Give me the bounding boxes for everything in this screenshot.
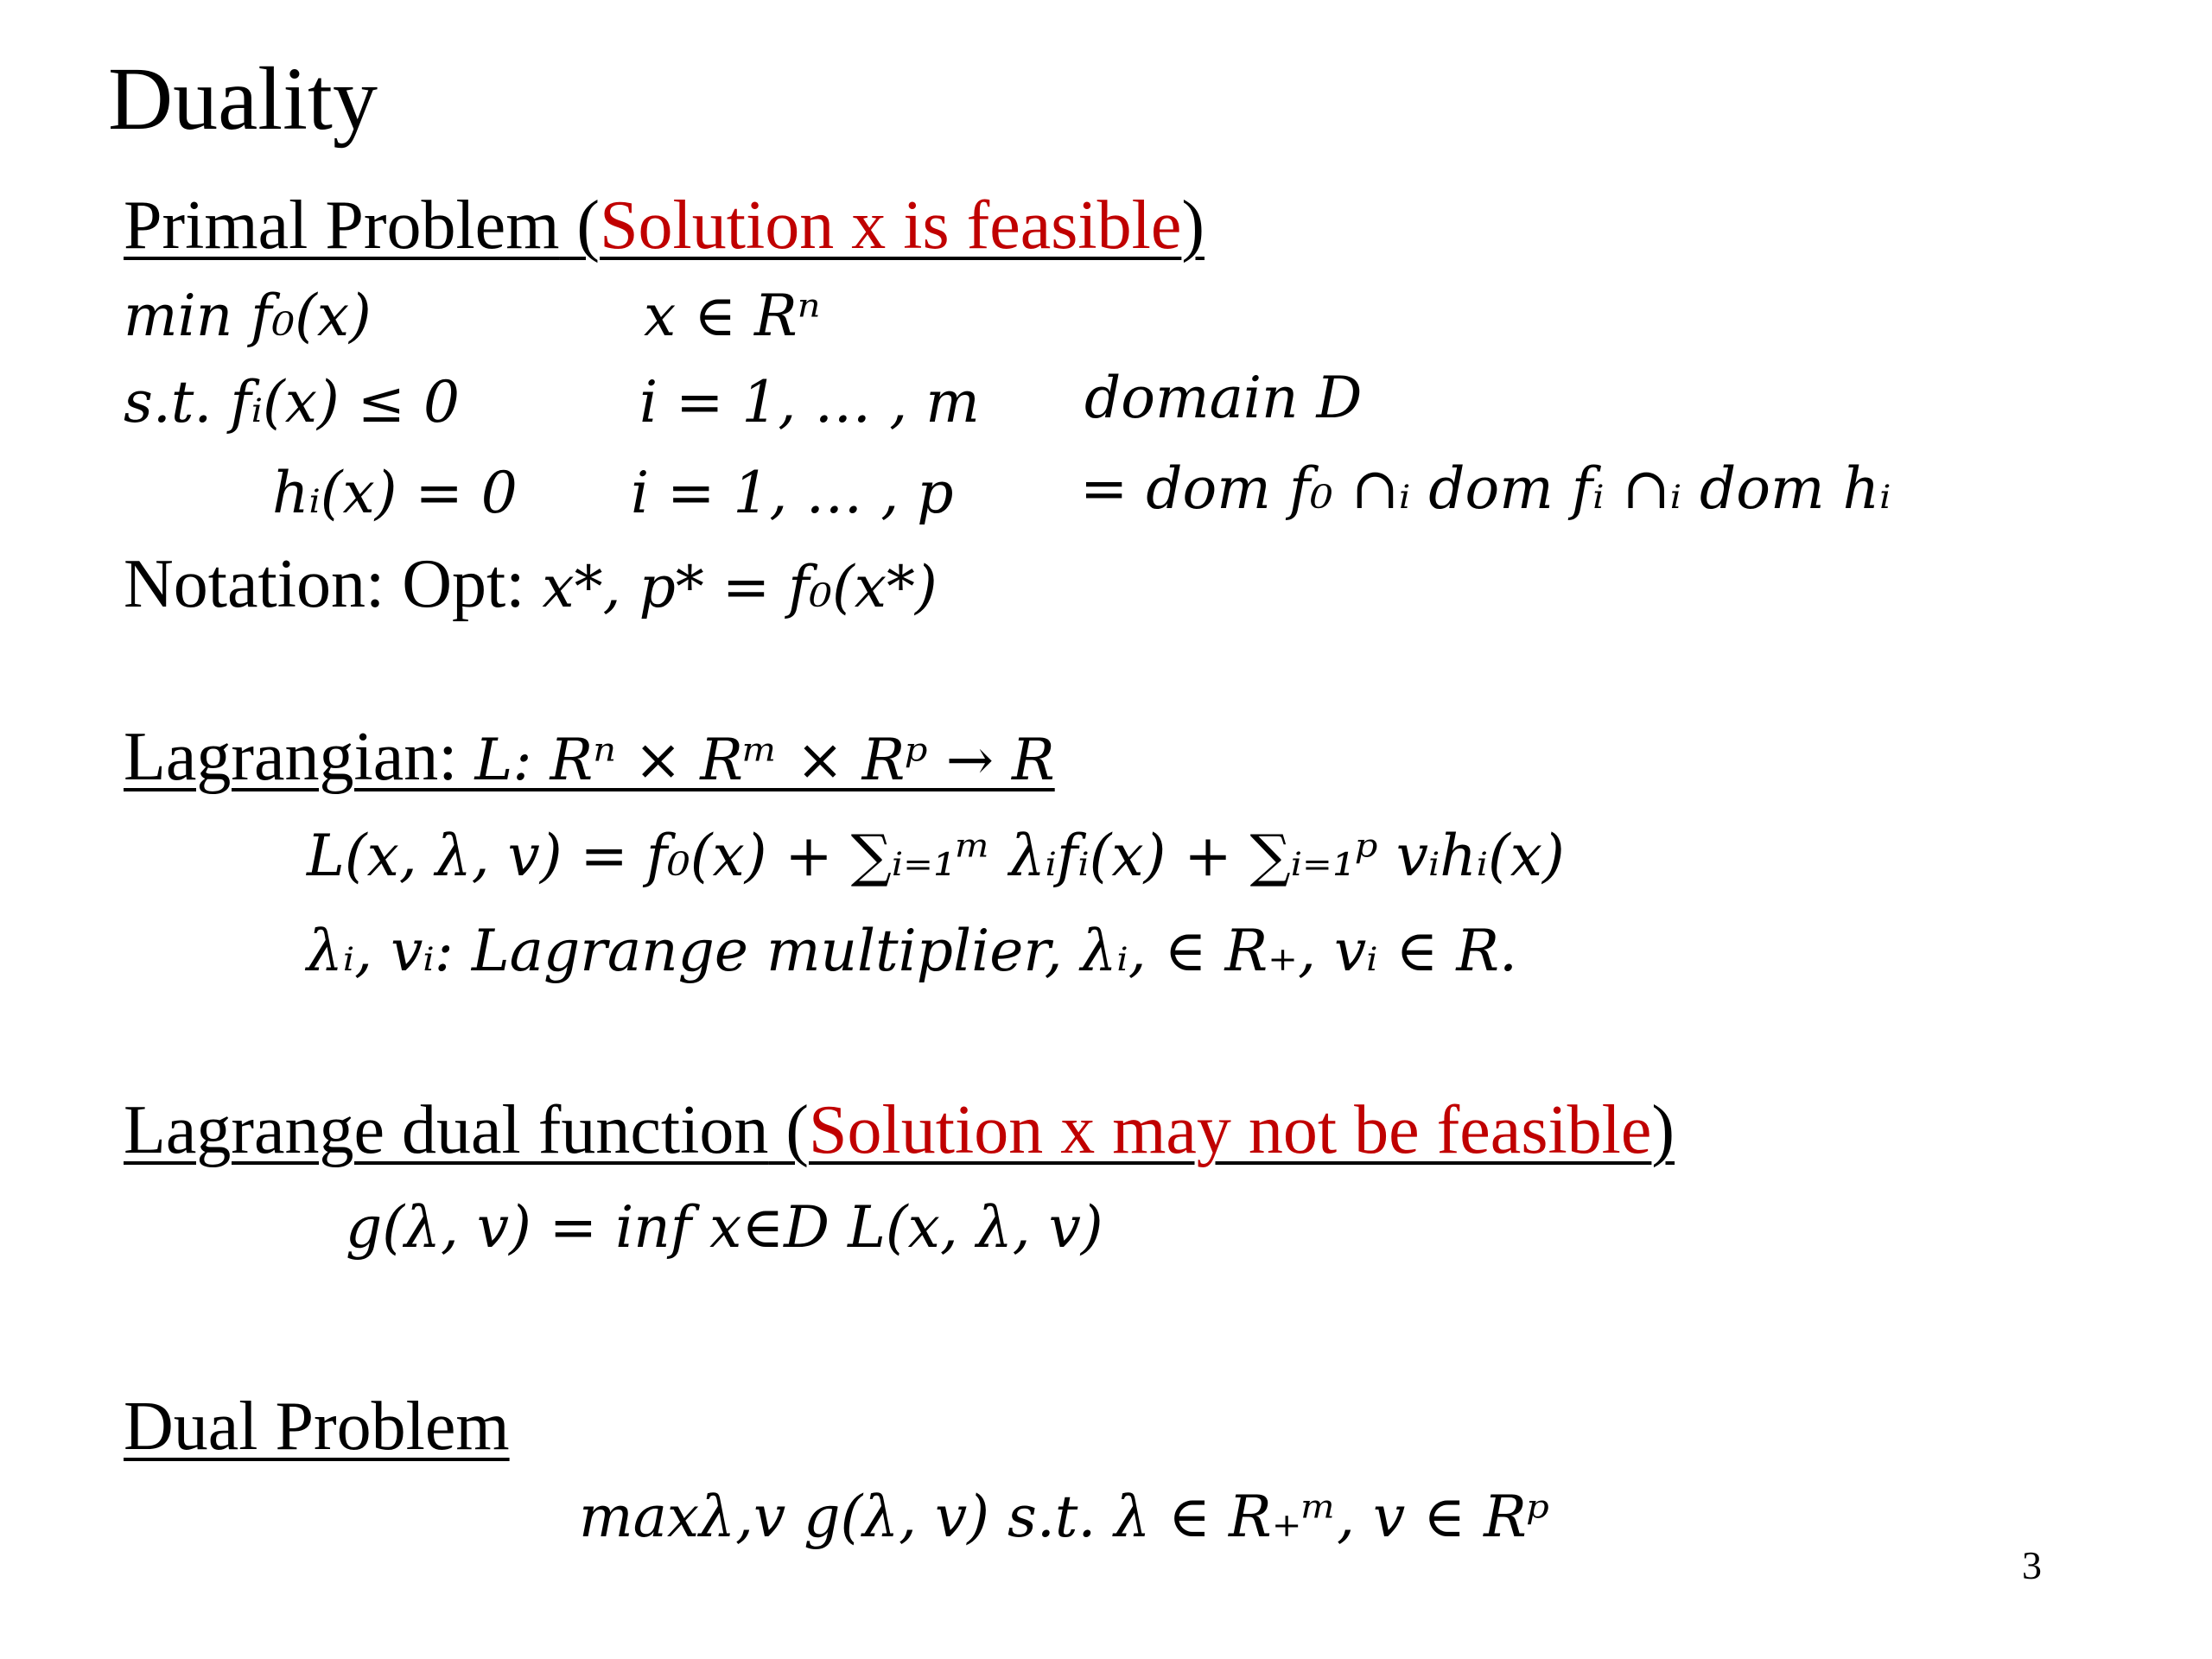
dual-function-definition: g(λ, v) = inf x∈D L(x, λ, v) [346, 1194, 1103, 1261]
lagrange-multipliers: λᵢ, vᵢ: Lagrange multiplier, λᵢ, ∈ R₊, vᵢ ∈ R. [307, 918, 1518, 984]
slide-title: Duality [108, 49, 378, 149]
primal-variable: x ∈ Rⁿ [644, 283, 821, 349]
primal-ineq-constraint: s.t. fᵢ(x) ≤ 0 [124, 369, 461, 435]
primal-eq-constraint: hᵢ(x) = 0 [272, 460, 518, 526]
primal-note: Solution x is feasible [600, 188, 1182, 264]
lagrangian-heading-text: Lagrangian: [124, 719, 458, 795]
primal-ineq-index: i = 1, … , m [639, 369, 980, 435]
dual-function-note: Solution x may not be feasible [809, 1092, 1652, 1168]
dual-function-heading-text: Lagrange dual function [124, 1092, 769, 1168]
primal-domain-definition: = dom f₀ ∩ᵢ dom fᵢ ∩ᵢ dom hᵢ [1080, 455, 1891, 522]
page-number: 3 [2022, 1543, 2042, 1587]
dual-problem-statement: maxλ,v g(λ, v) s.t. λ ∈ R₊ᵐ, v ∈ Rᵖ [579, 1484, 1550, 1550]
dual-problem-heading: Dual Problem [124, 1389, 510, 1465]
notation-expression: x*, p* = f₀(x*) [542, 554, 938, 620]
primal-heading-text: Primal Problem [124, 188, 560, 264]
lagrangian-definition: L(x, λ, v) = f₀(x) + ∑ᵢ₌₁ᵐ λᵢfᵢ(x) + ∑ᵢ₌₁ᵖ vᵢhᵢ(x) [307, 823, 1565, 889]
notation-label: Notation: Opt: [124, 546, 525, 622]
primal-objective: min f₀(x) [124, 283, 372, 349]
lagrangian-signature: L: Rⁿ × Rᵐ × Rᵖ → R [474, 727, 1055, 793]
primal-notation [124, 544, 938, 627]
lagrangian-heading [124, 717, 1055, 800]
primal-eq-index: i = 1, … , p [631, 460, 954, 526]
dual-function-heading: Lagrange dual function (Solution x may not be feasible) [124, 1092, 1675, 1168]
primal-heading: Primal Problem (Solution x is feasible) [124, 188, 1205, 264]
primal-domain-label: domain D [1084, 365, 1363, 431]
